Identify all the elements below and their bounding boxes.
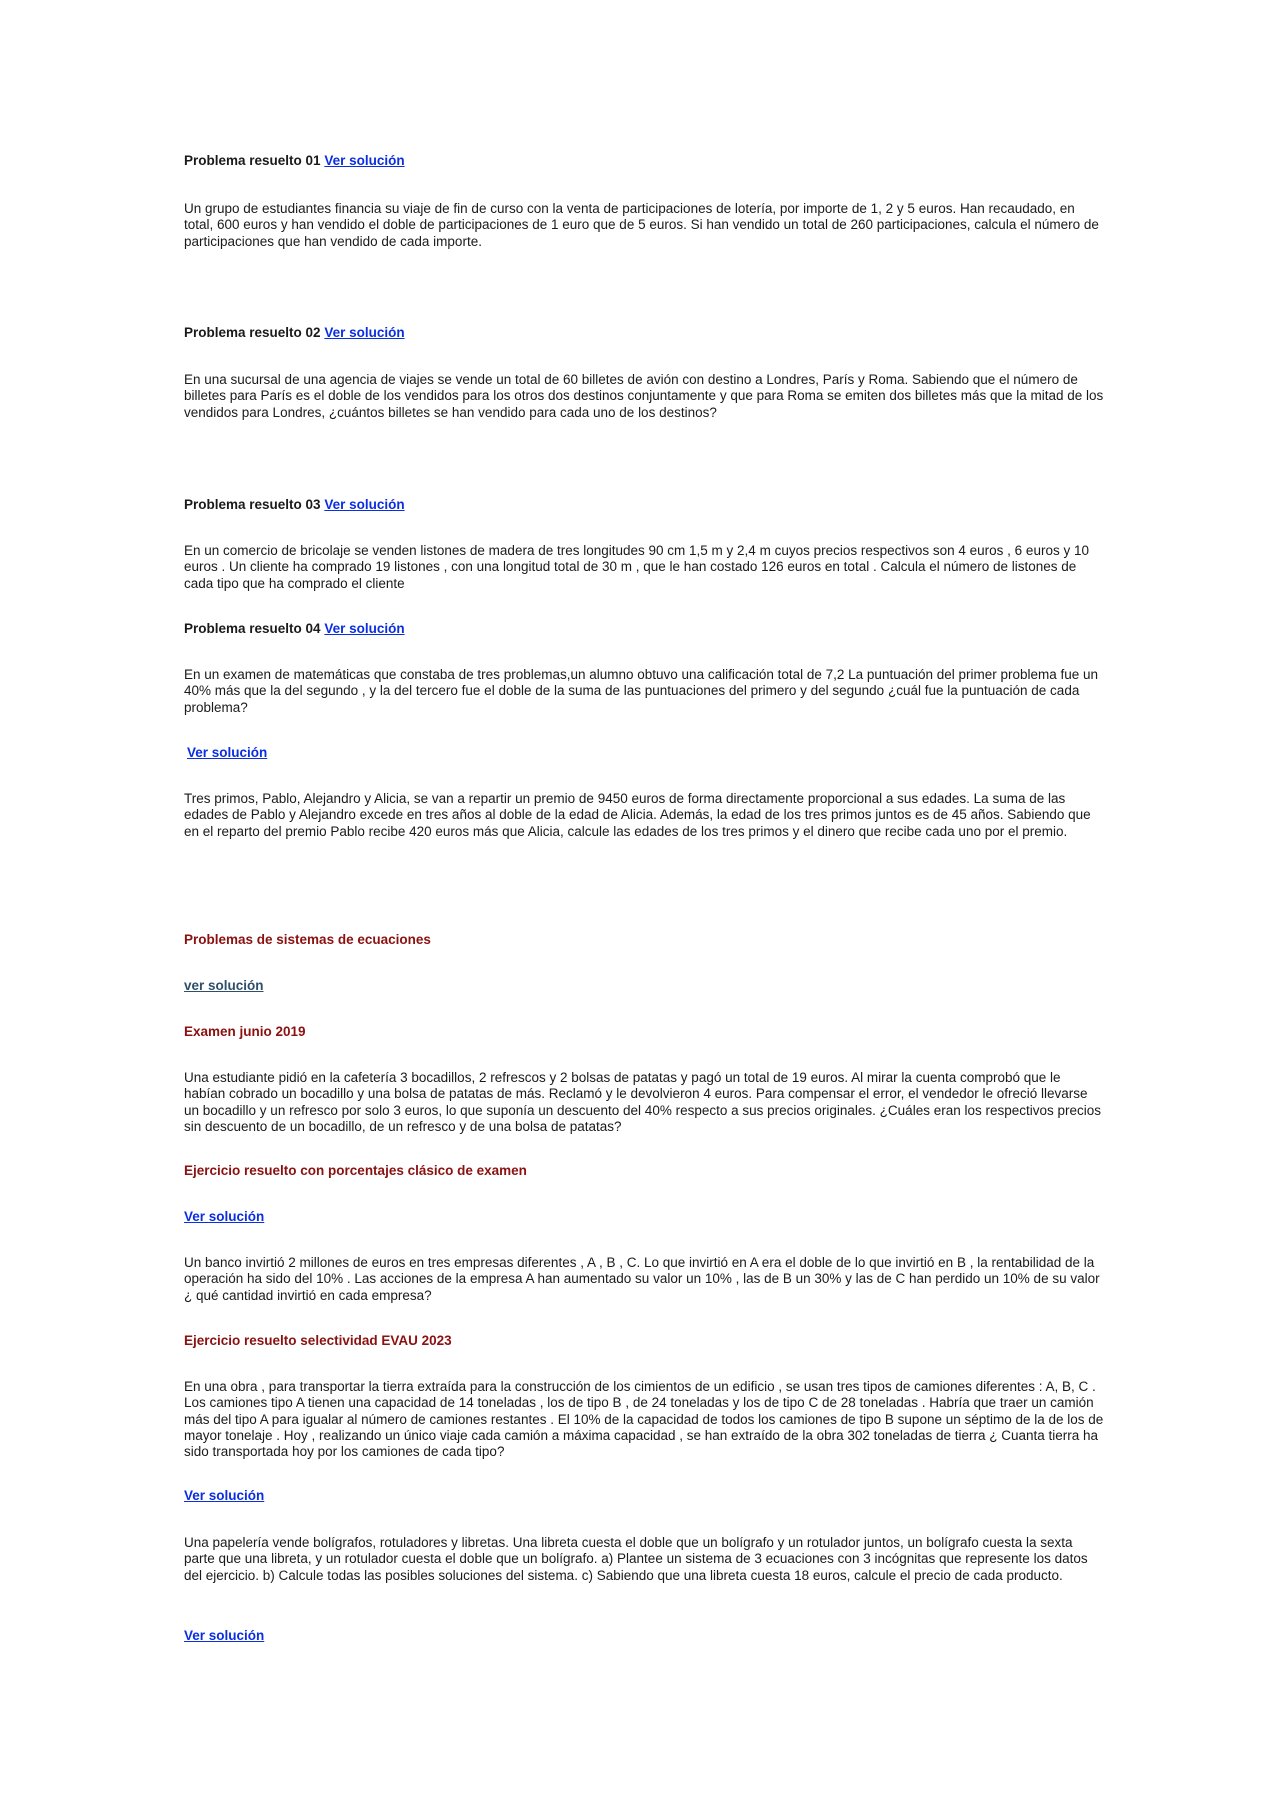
evau-solution-row (184, 1488, 1104, 1504)
evau-solution-link[interactable]: Ver solución (184, 1488, 265, 1503)
problem-03-solution-link[interactable]: Ver solución (324, 497, 405, 512)
percent-exercise-title: Ejercicio resuelto con porcentajes clásico de examen (184, 1163, 527, 1178)
evau-exercise-title: Ejercicio resuelto selectividad EVAU 2023 (184, 1333, 452, 1348)
papeleria-solution-row (184, 1628, 1104, 1644)
percent-solution-row (184, 1209, 1104, 1225)
primos-solution-row (187, 745, 1107, 761)
systems-solution-link[interactable]: ver solución (184, 978, 264, 993)
problem-01-solution-link[interactable]: Ver solución (324, 153, 405, 168)
problem-01-title: Problema resuelto 01 (184, 153, 321, 168)
evau-text: En una obra , para transportar la tierra extraída para la construcción de los cimientos de un edificio , se usan tres tipos de camiones diferentes : A, B, C . Los camiones tipo A tienen una capacidad de 14 toneladas , los de tipo B , de 24 toneladas y los de tipo C de 28 toneladas . Habría que traer un camión más del tipo A para igualar al número de camiones restantes . El 10% de la capacidad de todos los camiones de tipo B supone un séptimo de la de los de mayor tonelaje . Hoy , realizando un único viaje cada camión a máxima capacidad , se han extraído de la obra 302 toneladas de tierra ¿ Cuanta tierra ha sido transportada hoy por los camiones de cada tipo? (184, 1379, 1104, 1460)
problem-04-text: En un examen de matemáticas que constaba de tres problemas,un alumno obtuvo una calificación total de 7,2 La puntuación del primer problema fue un 40% más que la del segundo , y la del tercero fue el doble de la suma de las puntuaciones del primero y del segundo ¿cuál fue la puntuación de cada problema? (184, 667, 1099, 715)
papeleria-solution-link[interactable]: Ver solución (184, 1628, 265, 1643)
problem-03-heading (184, 497, 1104, 513)
primos-text: Tres primos, Pablo, Alejandro y Alicia, se van a repartir un premio de 9450 euros de forma directamente proporcional a sus edades. La suma de las edades de Pablo y Alejandro excede en tres años al doble de la edad de Alicia. Además, la edad de los tres primos juntos es de 45 años. Sabiendo que en el reparto del premio Pablo recibe 420 euros más que Alicia, calcule las edades de los tres primos y el dinero que recibe cada uno por el premio. (184, 791, 1091, 839)
problem-04-title: Problema resuelto 04 (184, 621, 321, 636)
problem-03-text: En un comercio de bricolaje se venden listones de madera de tres longitudes 90 cm 1,5 m y 2,4 m cuyos precios respectivos son 4 euros , 6 euros y 10 euros . Un cliente ha comprado 19 listones , con una longitud total de 30 m , que le han costado 126 euros en total . Calcula el número de listones de cada tipo que ha comprado el cliente (184, 543, 1089, 591)
exam-2019-title: Examen junio 2019 (184, 1024, 306, 1039)
exam-2019-text: Una estudiante pidió en la cafetería 3 bocadillos, 2 refrescos y 2 bolsas de patatas y pagó un total de 19 euros. Al mirar la cuenta comprobó que le habían cobrado un bocadillo y una bolsa de patatas de más. Reclamó y le devolvieron 4 euros. Para compensar el error, el vendedor le ofreció llevarse un bocadillo y un refresco por solo 3 euros, lo que suponía un descuento del 40% respecto a sus precios originales. ¿Cuáles eran los respectivos precios sin descuento de un bocadillo, de un refresco y de una bolsa de patatas? (184, 1070, 1102, 1134)
problem-04-heading (184, 621, 1104, 637)
systems-section-title: Problemas de sistemas de ecuaciones (184, 932, 431, 947)
problem-02-text: En una sucursal de una agencia de viajes se vende un total de 60 billetes de avión con destino a Londres, París y Roma. Sabiendo que el número de billetes para París es el doble de los vendidos para los otros dos destinos conjuntamente y que para Roma se emiten dos billetes más que la mitad de los vendidos para Londres, ¿cuántos billetes se han vendido para cada uno de los destinos? (184, 372, 1104, 420)
problem-02-heading (184, 325, 1104, 341)
systems-solution-row (184, 978, 1104, 994)
problem-02-title: Problema resuelto 02 (184, 325, 321, 340)
percent-solution-link[interactable]: Ver solución (184, 1209, 265, 1224)
problem-01-heading (184, 153, 1104, 169)
primos-solution-link[interactable]: Ver solución (187, 745, 268, 760)
problem-03-title: Problema resuelto 03 (184, 497, 321, 512)
papeleria-text: Una papelería vende bolígrafos, rotuladores y libretas. Una libreta cuesta el doble que un bolígrafo y un rotulador juntos, un bolígrafo cuesta la sexta parte que una libreta, y un rotulador cuesta el doble que un bolígrafo. a) Plantee un sistema de 3 ecuaciones con 3 incógnitas que represente los datos del ejercicio. b) Calcule todas las posibles soluciones del sistema. c) Sabiendo que una libreta cuesta 18 euros, calcule el precio de cada producto. (184, 1535, 1088, 1583)
problem-01-text: Un grupo de estudiantes financia su viaje de fin de curso con la venta de participaciones de lotería, por importe de 1, 2 y 5 euros. Han recaudado, en total, 600 euros y han vendido el doble de participaciones de 1 euro que de 5 euros. Si han vendido un total de 260 participaciones, calcula el número de participaciones que han vendido de cada importe. (184, 201, 1099, 249)
problem-04-solution-link[interactable]: Ver solución (324, 621, 405, 636)
problem-02-solution-link[interactable]: Ver solución (324, 325, 405, 340)
bank-text: Un banco invirtió 2 millones de euros en tres empresas diferentes , A , B , C. Lo que invirtió en A era el doble de lo que invirtió en B , la rentabilidad de la operación ha sido del 10% . Las acciones de la empresa A han aumentado su valor un 10% , las de B un 30% y las de C han perdido un 10% de su valor ¿ qué cantidad invirtió en cada empresa? (184, 1255, 1100, 1303)
